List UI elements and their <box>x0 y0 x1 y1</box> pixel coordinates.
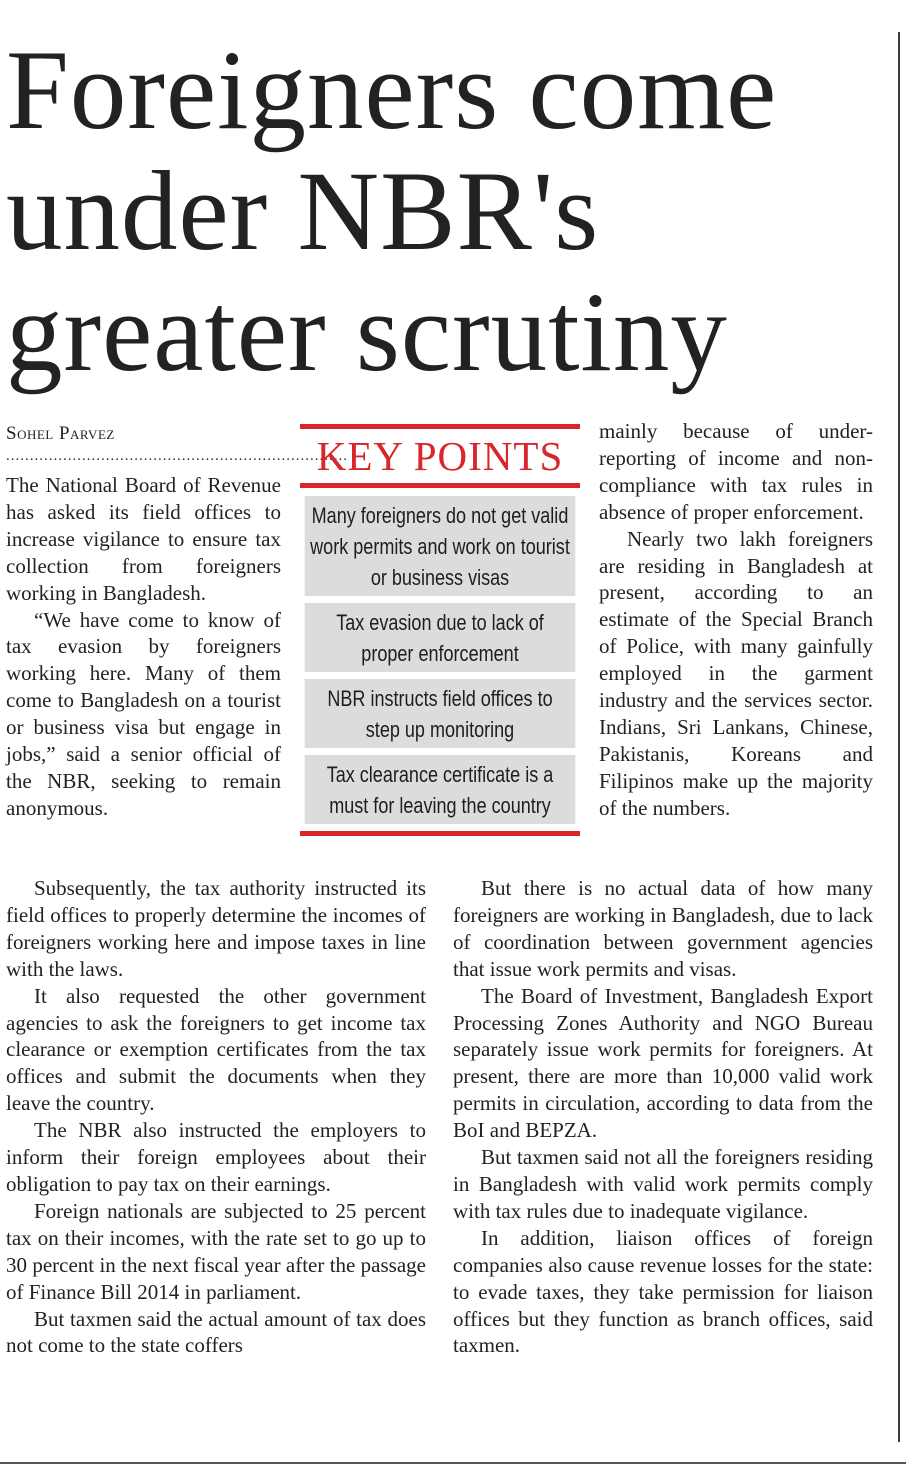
paragraph: The Board of Investment, Bangladesh Export Processing Zones Authority and NGO Bureau separately issue work permits for foreigners. At present, there are more than 10,000 valid work permits in circulation, according to data from the BoI and BEPZA. <box>453 983 873 1143</box>
key-points-box <box>300 424 580 836</box>
key-points-bottom-rule <box>300 831 580 836</box>
bottom-left-column <box>6 875 426 1359</box>
paragraph: But taxmen said the actual amount of tax does not come to the state coffers <box>6 1306 426 1358</box>
paragraph: “We have come to know of tax evasion by foreigners working here. Many of them come to Bangladesh on a tourist or business visa but engage in jobs,” said a senior official of the NBR, seeking to remain anonymous. <box>6 607 281 820</box>
paragraph: In addition, liaison offices of foreign companies also cause revenue losses for the state: to evade taxes, they take permission for liaison offices but they function as branch offices, said taxmen. <box>453 1225 873 1358</box>
paragraph: mainly because of under-reporting of income and non-compliance with tax rules in absence of proper enforcement. <box>599 419 873 524</box>
bottom-right-column <box>453 875 873 1359</box>
paragraph: But there is no actual data of how many foreigners are working in Bangladesh, due to lack of coordination between government agencies that issue work permits and visas. <box>453 876 873 981</box>
column-rule-right <box>898 32 900 1442</box>
paragraph: Subsequently, the tax authority instructed its field offices to properly determine the incomes of foreigners working here and impose taxes in line with the laws. <box>6 876 426 981</box>
paragraph: It also requested the other government agencies to ask the foreigners to get income tax clearance or exemption certificates from the tax offices and submit the documents when they leave the country. <box>6 983 426 1116</box>
key-points-title: KEY POINTS <box>300 424 580 488</box>
headline: Foreigners come under NBR's greater scrutiny <box>6 28 778 395</box>
paragraph: Foreign nationals are subjected to 25 percent tax on their incomes, with the rate set to go up to 30 percent in the next fiscal year after the passage of Finance Bill 2014 in parliament. <box>6 1198 426 1304</box>
byline: Sohel Parvez <box>6 423 115 444</box>
key-point-item: Many foreigners do not get valid work permits and work on tourist or business visas <box>305 496 576 596</box>
byline-dotted-rule: ........................................................................ <box>6 448 348 464</box>
paragraph: The NBR also instructed the employers to inform their foreign employees about their obligation to pay tax on their earnings. <box>6 1118 426 1196</box>
left-column <box>6 472 281 822</box>
right-column <box>599 418 873 822</box>
key-point-item: Tax clearance certificate is a must for leaving the country <box>305 755 576 824</box>
paragraph: The National Board of Revenue has asked its field offices to increase vigilance to ensure tax collection from foreigners working in Bangladesh. <box>6 473 281 605</box>
paragraph: Nearly two lakh foreigners are residing in Bangladesh at present, according to an estimate of the Special Branch of Police, with many gainfully employed in the garment industry and the services sector. Indians, Sri Lankans, Chinese, Pakistanis, Koreans and Filipinos make up the majority of the numbers. <box>599 526 873 820</box>
paragraph: But taxmen said not all the foreigners residing in Bangladesh with valid work permits comply with tax rules due to inadequate vigilance. <box>453 1145 873 1223</box>
key-point-item: NBR instructs field offices to step up monitoring <box>305 679 576 748</box>
page-bottom-rule <box>0 1462 906 1464</box>
key-point-item: Tax evasion due to lack of proper enforcement <box>305 603 576 672</box>
